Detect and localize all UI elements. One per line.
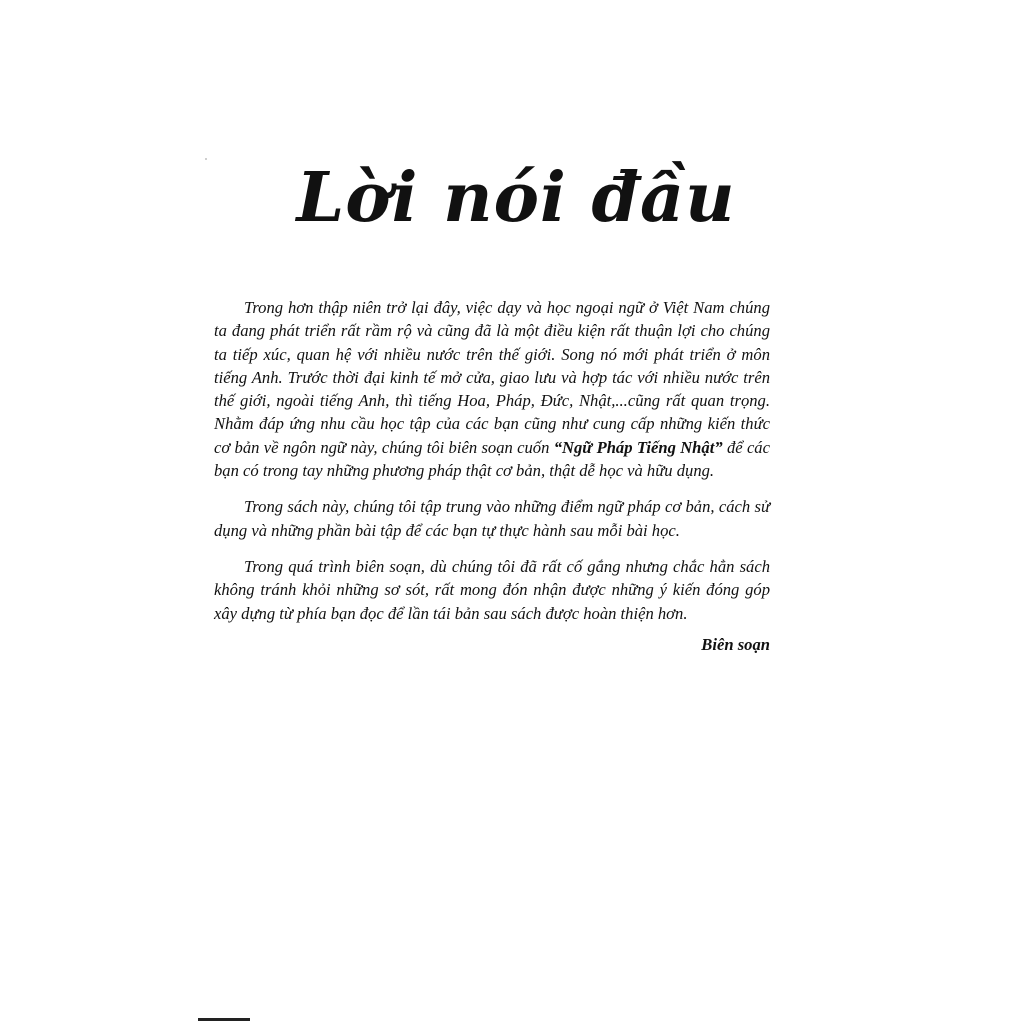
preface-body bbox=[214, 296, 770, 656]
author-signature: Biên soạn bbox=[701, 634, 770, 654]
paragraph-3: Trong quá trình biên soạn, dù chúng tôi đã rất cố gắng nhưng chắc hẳn sách không tránh khỏi những sơ sót, rất mong đón nhận được những ý kiến đóng góp xây dựng từ phía bạn đọc để lần tái bản sau sách được hoàn thiện hơn. bbox=[214, 556, 770, 623]
paragraph-1-text-end: để các bạn có trong tay những phương pháp thật cơ bản, thật dễ học và hữu dụng. bbox=[214, 437, 770, 481]
page-title: Lời nói đầu bbox=[296, 158, 736, 238]
paragraph-1-text-start: Trong hơn thập niên trở lại đây, việc dạy và học ngoại ngữ ở Việt Nam chúng ta đang phát triển rất rầm rộ và cũng đã là một điều kiện rất thuận lợi cho chúng ta tiếp xúc, quan hệ với nhiều nước trên thế giới. Song nó mới phát triển ở môn tiếng Anh. Trước thời đại kinh tế mở cửa, giao lưu và hợp tác với nhiều nước trên thế giới, ngoài tiếng Anh, thì tiếng Hoa, Pháp, Đức, Nhật,...cũng rất quan trọng. Nhằm đáp ứng nhu cầu học tập của các bạn cũng như cung cấp những kiến thức cơ bản về ngôn ngữ này, chúng tôi biên soạn cuốn bbox=[214, 298, 770, 457]
book-title-emphasis: “Ngữ Pháp Tiếng Nhật” bbox=[553, 437, 723, 457]
paragraph-2: Trong sách này, chúng tôi tập trung vào những điểm ngữ pháp cơ bản, cách sử dụng và những phần bài tập để các bạn tự thực hành sau mỗi bài học. bbox=[214, 497, 770, 540]
paragraph-1 bbox=[214, 296, 770, 482]
footer-rule bbox=[198, 1018, 250, 1021]
